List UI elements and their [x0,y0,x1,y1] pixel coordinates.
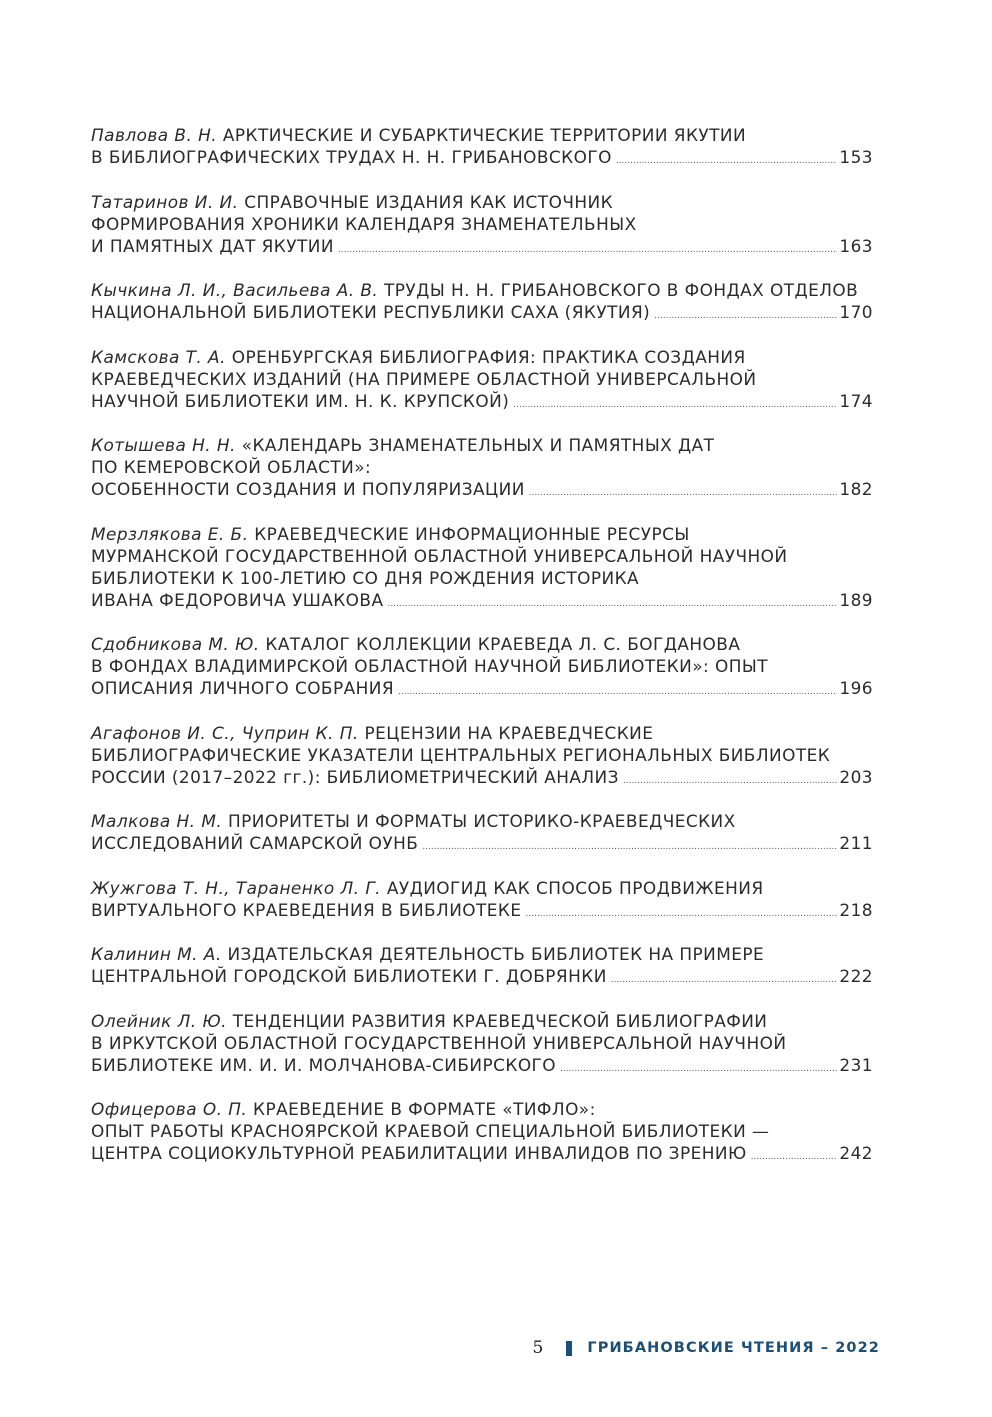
toc-page-number: 153 [839,147,873,167]
toc-title-line: В ИРКУТСКОЙ ОБЛАСТНОЙ ГОСУДАРСТВЕННОЙ УНИВЕРСАЛЬНОЙ НАУЧНОЙ [91,1032,787,1053]
toc-title-line: КРАЕВЕДЕНИЕ В ФОРМАТЕ «ТИФЛО»: [253,1099,596,1119]
toc-entry-line [91,434,873,456]
dot-leader [751,1153,838,1162]
toc-page-number: 211 [839,833,873,853]
toc-title-line: АРКТИЧЕСКИЕ И СУБАРКТИЧЕСКИЕ ТЕРРИТОРИИ ЯКУТИИ [222,125,747,145]
toc-title-line: АУДИОГИД КАК СПОСОБ ПРОДВИЖЕНИЯ [386,877,764,898]
toc-entry-line [91,523,873,545]
footer-divider-bar [566,1341,572,1356]
toc-title-line: ИВАНА ФЕДОРОВИЧА УШАКОВА [91,589,384,610]
toc-entry[interactable] [91,810,873,854]
toc-entry-line [91,722,873,744]
page-footer [533,1336,880,1360]
toc-entry-line [91,877,873,899]
dot-leader [616,157,838,166]
toc-entry-line [91,124,873,146]
toc-title-line: ОРЕНБУРГСКАЯ БИБЛИОГРАФИЯ: ПРАКТИКА СОЗДАНИЯ [231,346,746,367]
toc-title-line: ОПЫТ РАБОТЫ КРАСНОЯРСКОЙ КРАЕВОЙ СПЕЦИАЛЬНОЙ БИБЛИОТЕКИ — [91,1121,770,1141]
toc-title-line: ТРУДЫ Н. Н. ГРИБАНОВСКОГО В ФОНДАХ ОТДЕЛОВ [384,280,859,300]
toc-entry-line [91,655,873,677]
dot-leader [654,312,837,321]
toc-entry-line [91,191,873,213]
toc-author: Павлова В. Н. [91,125,218,145]
toc-entry[interactable] [91,633,873,699]
toc-title-line: ПО КЕМЕРОВСКОЙ ОБЛАСТИ»: [91,457,372,477]
dot-leader [513,401,837,410]
toc-title-line: ФОРМИРОВАНИЯ ХРОНИКИ КАЛЕНДАРЯ ЗНАМЕНАТЕЛЬНЫХ [91,213,637,234]
toc-entry[interactable] [91,124,873,168]
toc-title-line: ОПИСАНИЯ ЛИЧНОГО СОБРАНИЯ [91,678,395,698]
toc-page-number: 182 [839,479,873,499]
toc-title-line: ПРИОРИТЕТЫ И ФОРМАТЫ ИСТОРИКО-КРАЕВЕДЧЕСКИХ [228,811,736,831]
toc-author: Офицерова О. П. [91,1099,248,1119]
toc-title-line: БИБЛИОГРАФИЧЕСКИЕ УКАЗАТЕЛИ ЦЕНТРАЛЬНЫХ РЕГИОНАЛЬНЫХ БИБЛИОТЕК [91,744,831,765]
toc-entry-line [91,1142,873,1164]
toc-entry-line [91,1098,873,1120]
toc-entry[interactable] [91,1098,873,1164]
toc-entry[interactable] [91,191,873,257]
toc-entry-line [91,1032,873,1054]
toc-page-number: 218 [839,899,873,920]
toc-entry[interactable] [91,523,873,611]
dot-leader [526,910,838,919]
toc-title-line: БИБЛИОТЕКЕ ИМ. И. И. МОЛЧАНОВА-СИБИРСКОГО [91,1054,557,1075]
toc-title-line: «КАЛЕНДАРЬ ЗНАМЕНАТЕЛЬНЫХ И ПАМЯТНЫХ ДАТ [241,435,715,455]
toc-title-line: КРАЕВЕДЧЕСКИХ ИЗДАНИЙ (НА ПРИМЕРЕ ОБЛАСТНОЙ УНИВЕРСАЛЬНОЙ [91,368,757,389]
toc-entry[interactable] [91,943,873,987]
toc-entry-line [91,943,873,965]
toc-entry-line [91,633,873,655]
toc-author: Малкова Н. М. [91,811,223,831]
toc-title-line: В ФОНДАХ ВЛАДИМИРСКОЙ ОБЛАСТНОЙ НАУЧНОЙ БИБЛИОТЕКИ»: ОПЫТ [91,656,769,676]
toc-author: Калинин М. А. [91,944,222,964]
toc-entry-line [91,567,873,589]
dot-leader [338,246,837,255]
toc-title-line: РЕЦЕНЗИИ НА КРАЕВЕДЧЕСКИЕ [364,722,654,743]
toc-author: Жужгова Т. Н., Тараненко Л. Г. [91,877,381,898]
toc-entry-line [91,146,873,168]
toc-author: Камскова Т. А. [91,346,226,367]
toc-entry-line [91,456,873,478]
dot-leader [387,600,837,609]
toc-entry-line [91,677,873,699]
toc-entry-line [91,766,873,788]
toc-entry-line [91,965,873,987]
toc-entry-line [91,1054,873,1076]
toc-author: Котышева Н. Н. [91,435,236,455]
dot-leader [623,777,837,786]
dot-leader [398,688,837,697]
toc-entry-line [91,213,873,235]
toc-title-line: РОССИИ (2017–2022 гг.): БИБЛИОМЕТРИЧЕСКИЙ АНАЛИЗ [91,766,619,787]
toc-title-line: КРАЕВЕДЧЕСКИЕ ИНФОРМАЦИОННЫЕ РЕСУРСЫ [254,523,690,544]
toc-entry-line [91,832,873,854]
toc-title-line: МУРМАНСКОЙ ГОСУДАРСТВЕННОЙ ОБЛАСТНОЙ УНИВЕРСАЛЬНОЙ НАУЧНОЙ [91,545,788,566]
toc-page-number: 189 [839,589,873,610]
dot-leader [560,1065,837,1074]
toc-title-line: ИЗДАТЕЛЬСКАЯ ДЕЯТЕЛЬНОСТЬ БИБЛИОТЕК НА ПРИМЕРЕ [227,944,765,964]
toc-title-line: НАЦИОНАЛЬНОЙ БИБЛИОТЕКИ РЕСПУБЛИКИ САХА (ЯКУТИЯ) [91,302,651,322]
toc-entry-line [91,279,873,301]
toc-entry-line [91,1120,873,1142]
toc-title-line: ОСОБЕННОСТИ СОЗДАНИЯ И ПОПУЛЯРИЗАЦИИ [91,479,525,499]
toc-author: Татаринов И. И. [91,191,239,212]
table-of-contents [91,124,873,1187]
toc-page-number: 231 [839,1054,873,1075]
toc-author: Олейник Л. Ю. [91,1010,227,1031]
toc-title-line: ИССЛЕДОВАНИЙ САМАРСКОЙ ОУНБ [91,833,419,853]
dot-leader [422,843,837,852]
toc-title-line: ЦЕНТРА СОЦИОКУЛЬТУРНОЙ РЕАБИЛИТАЦИИ ИНВАЛИДОВ ПО ЗРЕНИЮ [91,1143,747,1163]
toc-page-number: 196 [839,678,873,698]
toc-author: Мерзлякова Е. Б. [91,523,249,544]
toc-page-number: 203 [839,766,873,787]
page-number: 5 [532,1338,544,1358]
toc-entry-line [91,744,873,766]
toc-title-line: ВИРТУАЛЬНОГО КРАЕВЕДЕНИЯ В БИБЛИОТЕКЕ [91,899,522,920]
toc-entry-line [91,478,873,500]
toc-entry-line [91,1010,873,1032]
toc-page-number: 222 [839,966,873,986]
toc-page-number: 174 [839,390,873,411]
toc-entry-line [91,346,873,368]
toc-entry-line [91,390,873,412]
toc-entry[interactable] [91,434,873,500]
toc-author: Кычкина Л. И., Васильева А. В. [91,280,379,300]
toc-title-line: НАУЧНОЙ БИБЛИОТЕКИ ИМ. Н. К. КРУПСКОЙ) [91,390,510,411]
toc-title-line: СПРАВОЧНЫЕ ИЗДАНИЯ КАК ИСТОЧНИК [244,191,614,212]
toc-entry[interactable] [91,346,873,412]
toc-entry[interactable] [91,279,873,323]
toc-entry-line [91,235,873,257]
dot-leader [529,489,838,498]
toc-author: Агафонов И. С., Чуприн К. П. [91,722,359,743]
toc-entry-line [91,810,873,832]
publication-title: ГРИБАНОВСКИЕ ЧТЕНИЯ – 2022 [587,1340,880,1356]
toc-page-number: 163 [839,235,873,256]
toc-page-number: 242 [839,1143,873,1163]
toc-entry-line [91,545,873,567]
toc-entry[interactable] [91,1010,873,1076]
toc-title-line: ТЕНДЕНЦИИ РАЗВИТИЯ КРАЕВЕДЧЕСКОЙ БИБЛИОГРАФИИ [232,1010,768,1031]
toc-entry[interactable] [91,722,873,788]
toc-title-line: И ПАМЯТНЫХ ДАТ ЯКУТИИ [91,235,334,256]
toc-entry[interactable] [91,877,873,921]
toc-entry-line [91,589,873,611]
toc-title-line: ЦЕНТРАЛЬНОЙ ГОРОДСКОЙ БИБЛИОТЕКИ Г. ДОБРЯНКИ [91,966,607,986]
toc-title-line: В БИБЛИОГРАФИЧЕСКИХ ТРУДАХ Н. Н. ГРИБАНОВСКОГО [91,147,612,167]
toc-page-number: 170 [839,302,873,322]
toc-title-line: БИБЛИОТЕКИ К 100-ЛЕТИЮ СО ДНЯ РОЖДЕНИЯ ИСТОРИКА [91,567,640,588]
toc-entry-line [91,301,873,323]
toc-entry-line [91,899,873,921]
dot-leader [611,976,838,985]
toc-entry-line [91,368,873,390]
toc-title-line: КАТАЛОГ КОЛЛЕКЦИИ КРАЕВЕДА Л. С. БОГДАНОВА [265,634,741,654]
toc-author: Сдобникова М. Ю. [91,634,260,654]
